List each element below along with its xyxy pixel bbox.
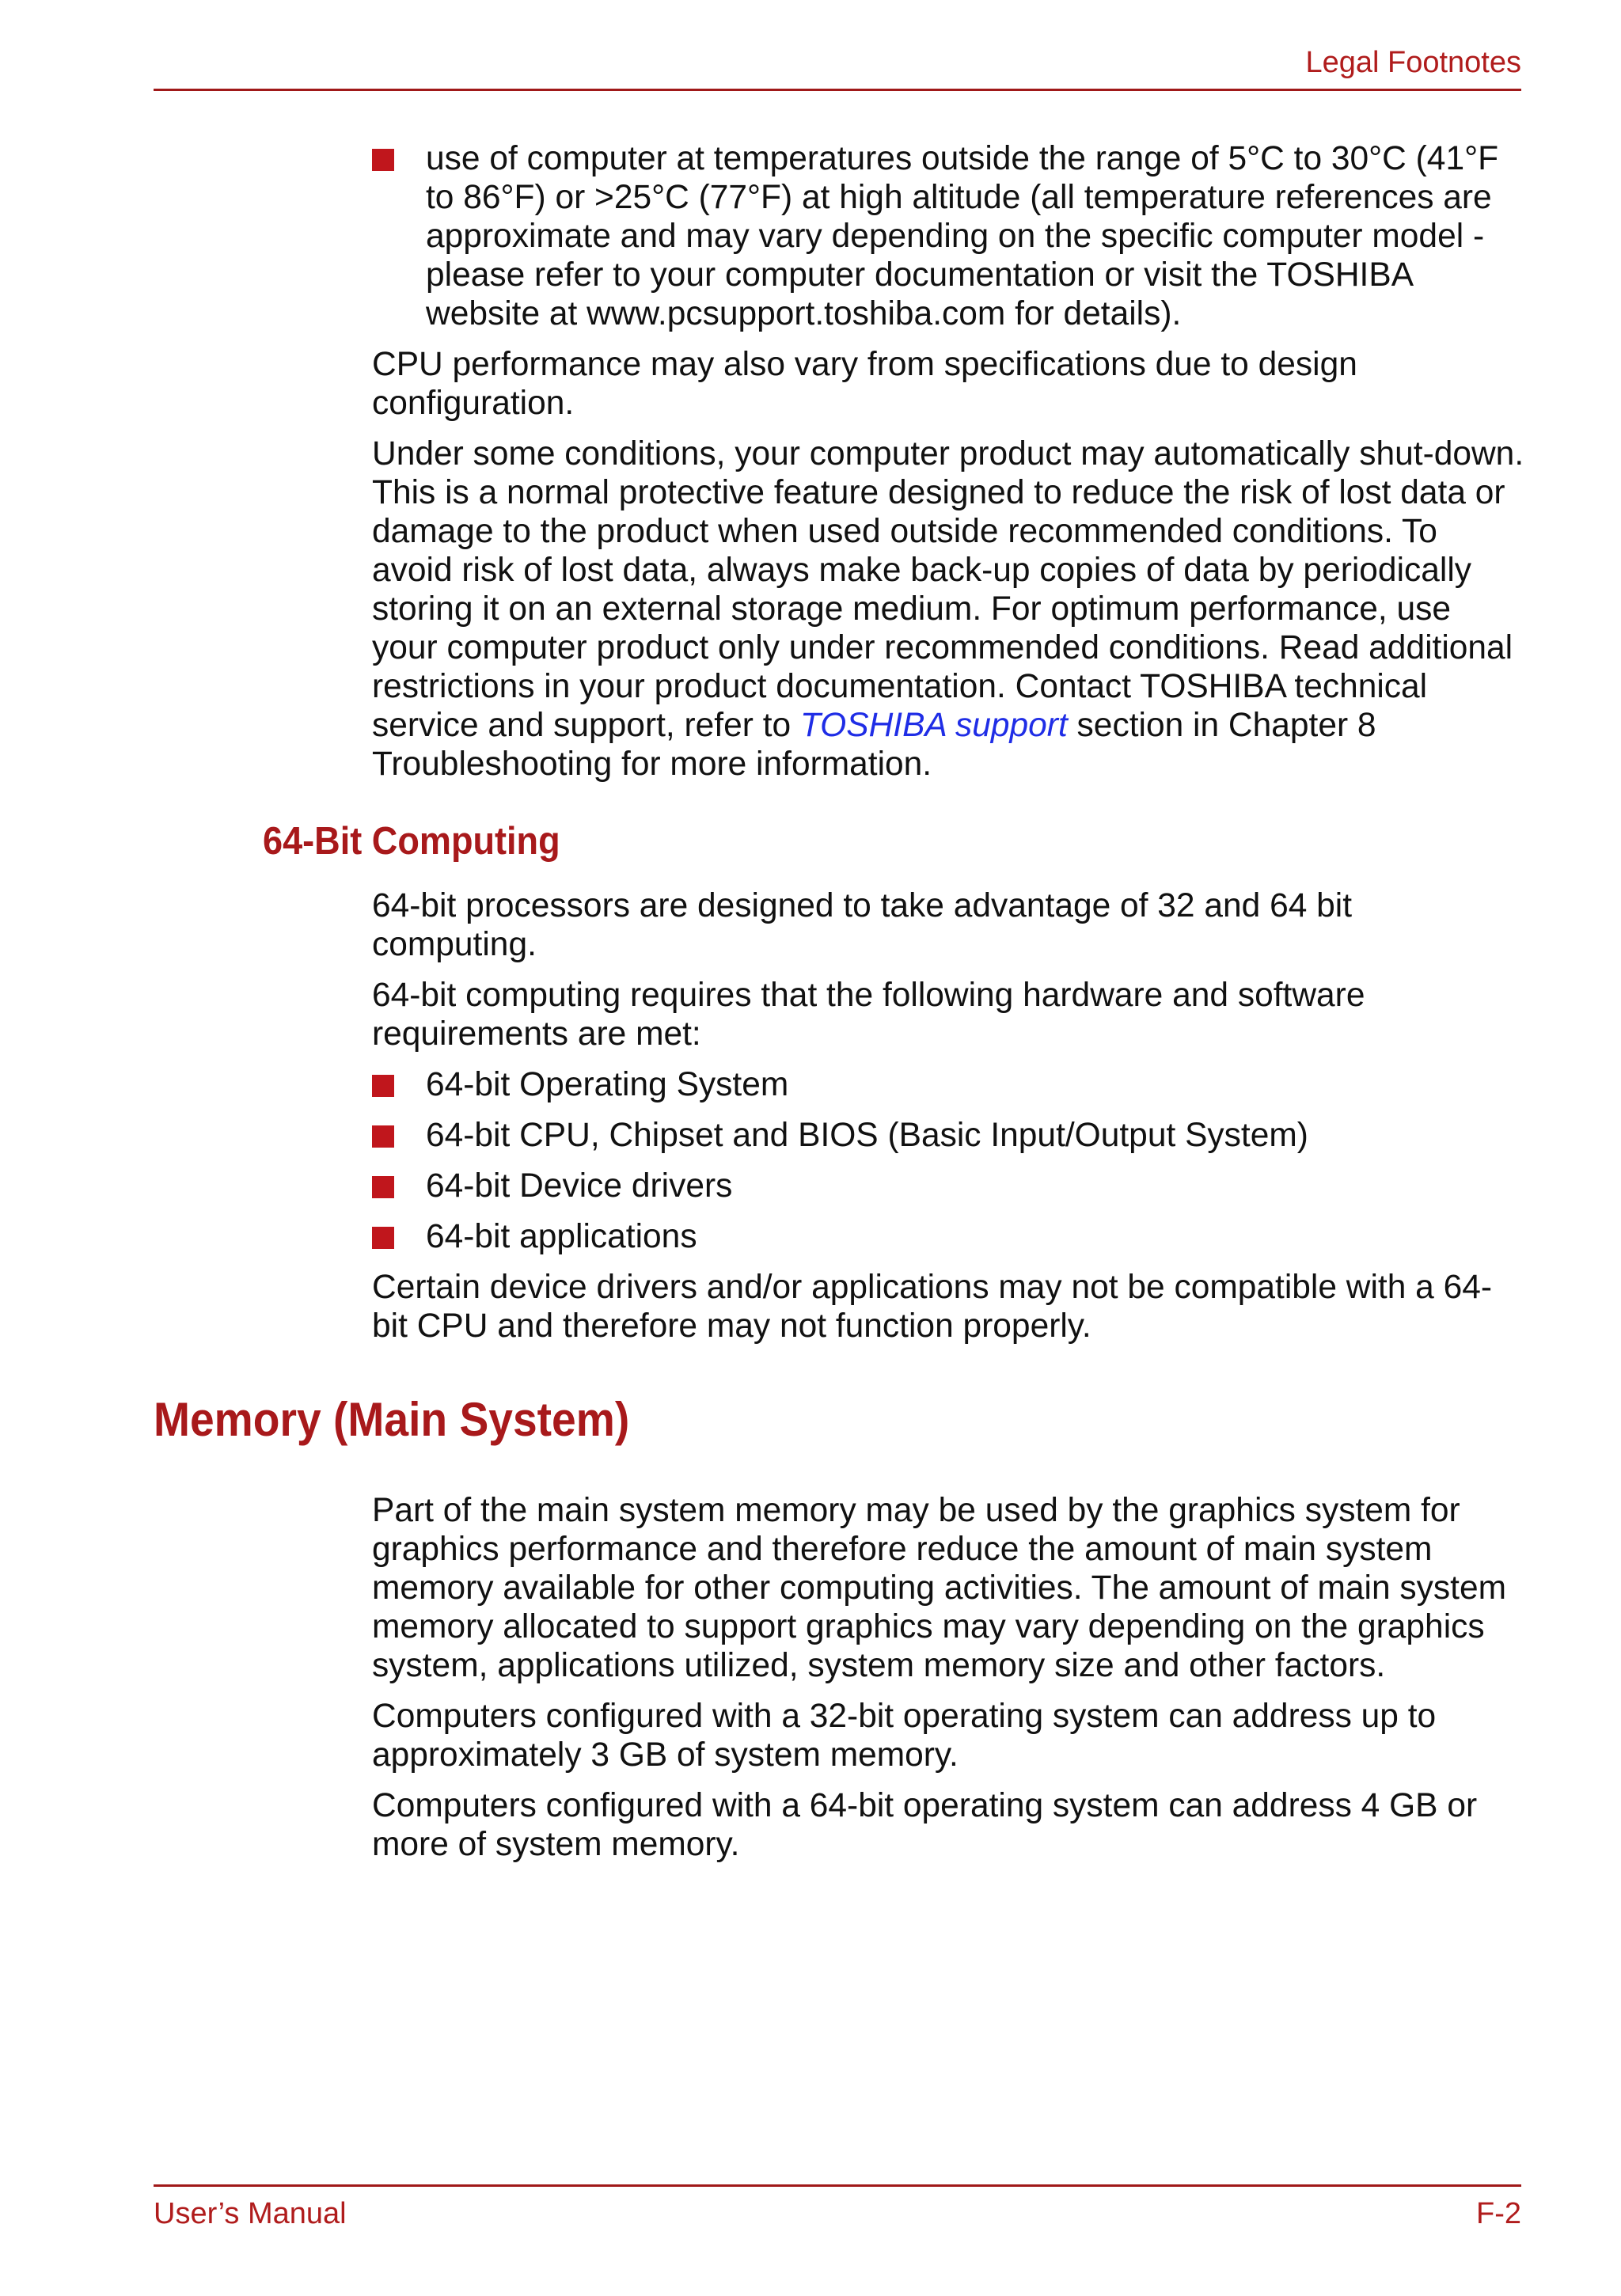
requirements-list bbox=[372, 1065, 1524, 1256]
paragraph-cpu-performance: CPU performance may also vary from specifications due to design configuration. bbox=[372, 346, 1357, 422]
paragraph-shutdown bbox=[372, 435, 1524, 784]
requirement-text: 64-bit Operating System bbox=[426, 1066, 789, 1103]
list-item bbox=[372, 139, 1524, 333]
requirement-text: 64-bit Device drivers bbox=[426, 1167, 733, 1205]
heading-64-bit-computing: 64-Bit Computing bbox=[263, 820, 560, 863]
list-item bbox=[372, 1217, 1524, 1256]
paragraph-64bit-processors: 64-bit processors are designed to take advantage of 32 and 64 bit computing. bbox=[372, 887, 1353, 963]
square-bullet-icon bbox=[372, 1227, 394, 1249]
bullet-text-temperature: use of computer at temperatures outside the range of 5°C to 30°C (41°F to 86°F) or >25°C (77°F) at high altitude (all temperature references are approximate and may vary depending on the specific computer model - please refer to your computer documentation or visit the TOSHIBA website at www.pcsupport.toshiba.com for details). bbox=[426, 140, 1499, 332]
heading-memory-main-system: Memory (Main System) bbox=[154, 1393, 630, 1446]
footer-rule bbox=[154, 2184, 1521, 2187]
list-item bbox=[372, 1167, 1524, 1205]
square-bullet-icon bbox=[372, 1176, 394, 1198]
list-item bbox=[372, 1065, 1524, 1104]
paragraph-32bit-memory: Computers configured with a 32-bit operating system can address up to approximately 3 GB of system memory. bbox=[372, 1698, 1437, 1774]
running-head: Legal Footnotes bbox=[1305, 46, 1521, 79]
paragraph-compatibility: Certain device drivers and/or applications may not be compatible with a 64-bit CPU and therefore may not function properly. bbox=[372, 1269, 1493, 1345]
footer-manual-label: User’s Manual bbox=[154, 2197, 347, 2230]
square-bullet-icon bbox=[372, 1075, 394, 1097]
square-bullet-icon bbox=[372, 1125, 394, 1148]
shutdown-text-tail: section in Chapter 8 Troubleshooting for more information. bbox=[372, 707, 1376, 783]
conditions-list bbox=[372, 139, 1524, 333]
paragraph-64bit-memory: Computers configured with a 64-bit operating system can address 4 GB or more of system memory. bbox=[372, 1787, 1478, 1863]
paragraph-graphics-memory: Part of the main system memory may be used by the graphics system for graphics performance and therefore reduce the amount of main system memory available for other computing activities. The amount of main system memory allocated to support graphics may vary depending on the graphics system, applications utilized, system memory size and other factors. bbox=[372, 1492, 1507, 1684]
paragraph-64bit-requirements: 64-bit computing requires that the following hardware and software requirements are met: bbox=[372, 977, 1365, 1053]
requirement-text: 64-bit applications bbox=[426, 1218, 697, 1255]
toshiba-support-link[interactable]: TOSHIBA support bbox=[799, 707, 1068, 744]
square-bullet-icon bbox=[372, 149, 394, 171]
requirement-text: 64-bit CPU, Chipset and BIOS (Basic Input/Output System) bbox=[426, 1117, 1308, 1154]
list-item bbox=[372, 1116, 1524, 1155]
page-content bbox=[154, 139, 1524, 1876]
shutdown-text: Under some conditions, your computer product may automatically shut-down. This is a normal protective feature designed to reduce the risk of lost data or damage to the product when used outside recommended conditions. To avoid risk of lost data, always make back-up copies of data by periodically storing it on an external storage medium. For optimum performance, use your computer product only under recommended conditions. Read additional restrictions in your product documentation. Contact TOSHIBA technical service and support, refer to bbox=[372, 435, 1524, 744]
footer-page-number: F-2 bbox=[1476, 2197, 1521, 2230]
header-rule bbox=[154, 89, 1521, 91]
